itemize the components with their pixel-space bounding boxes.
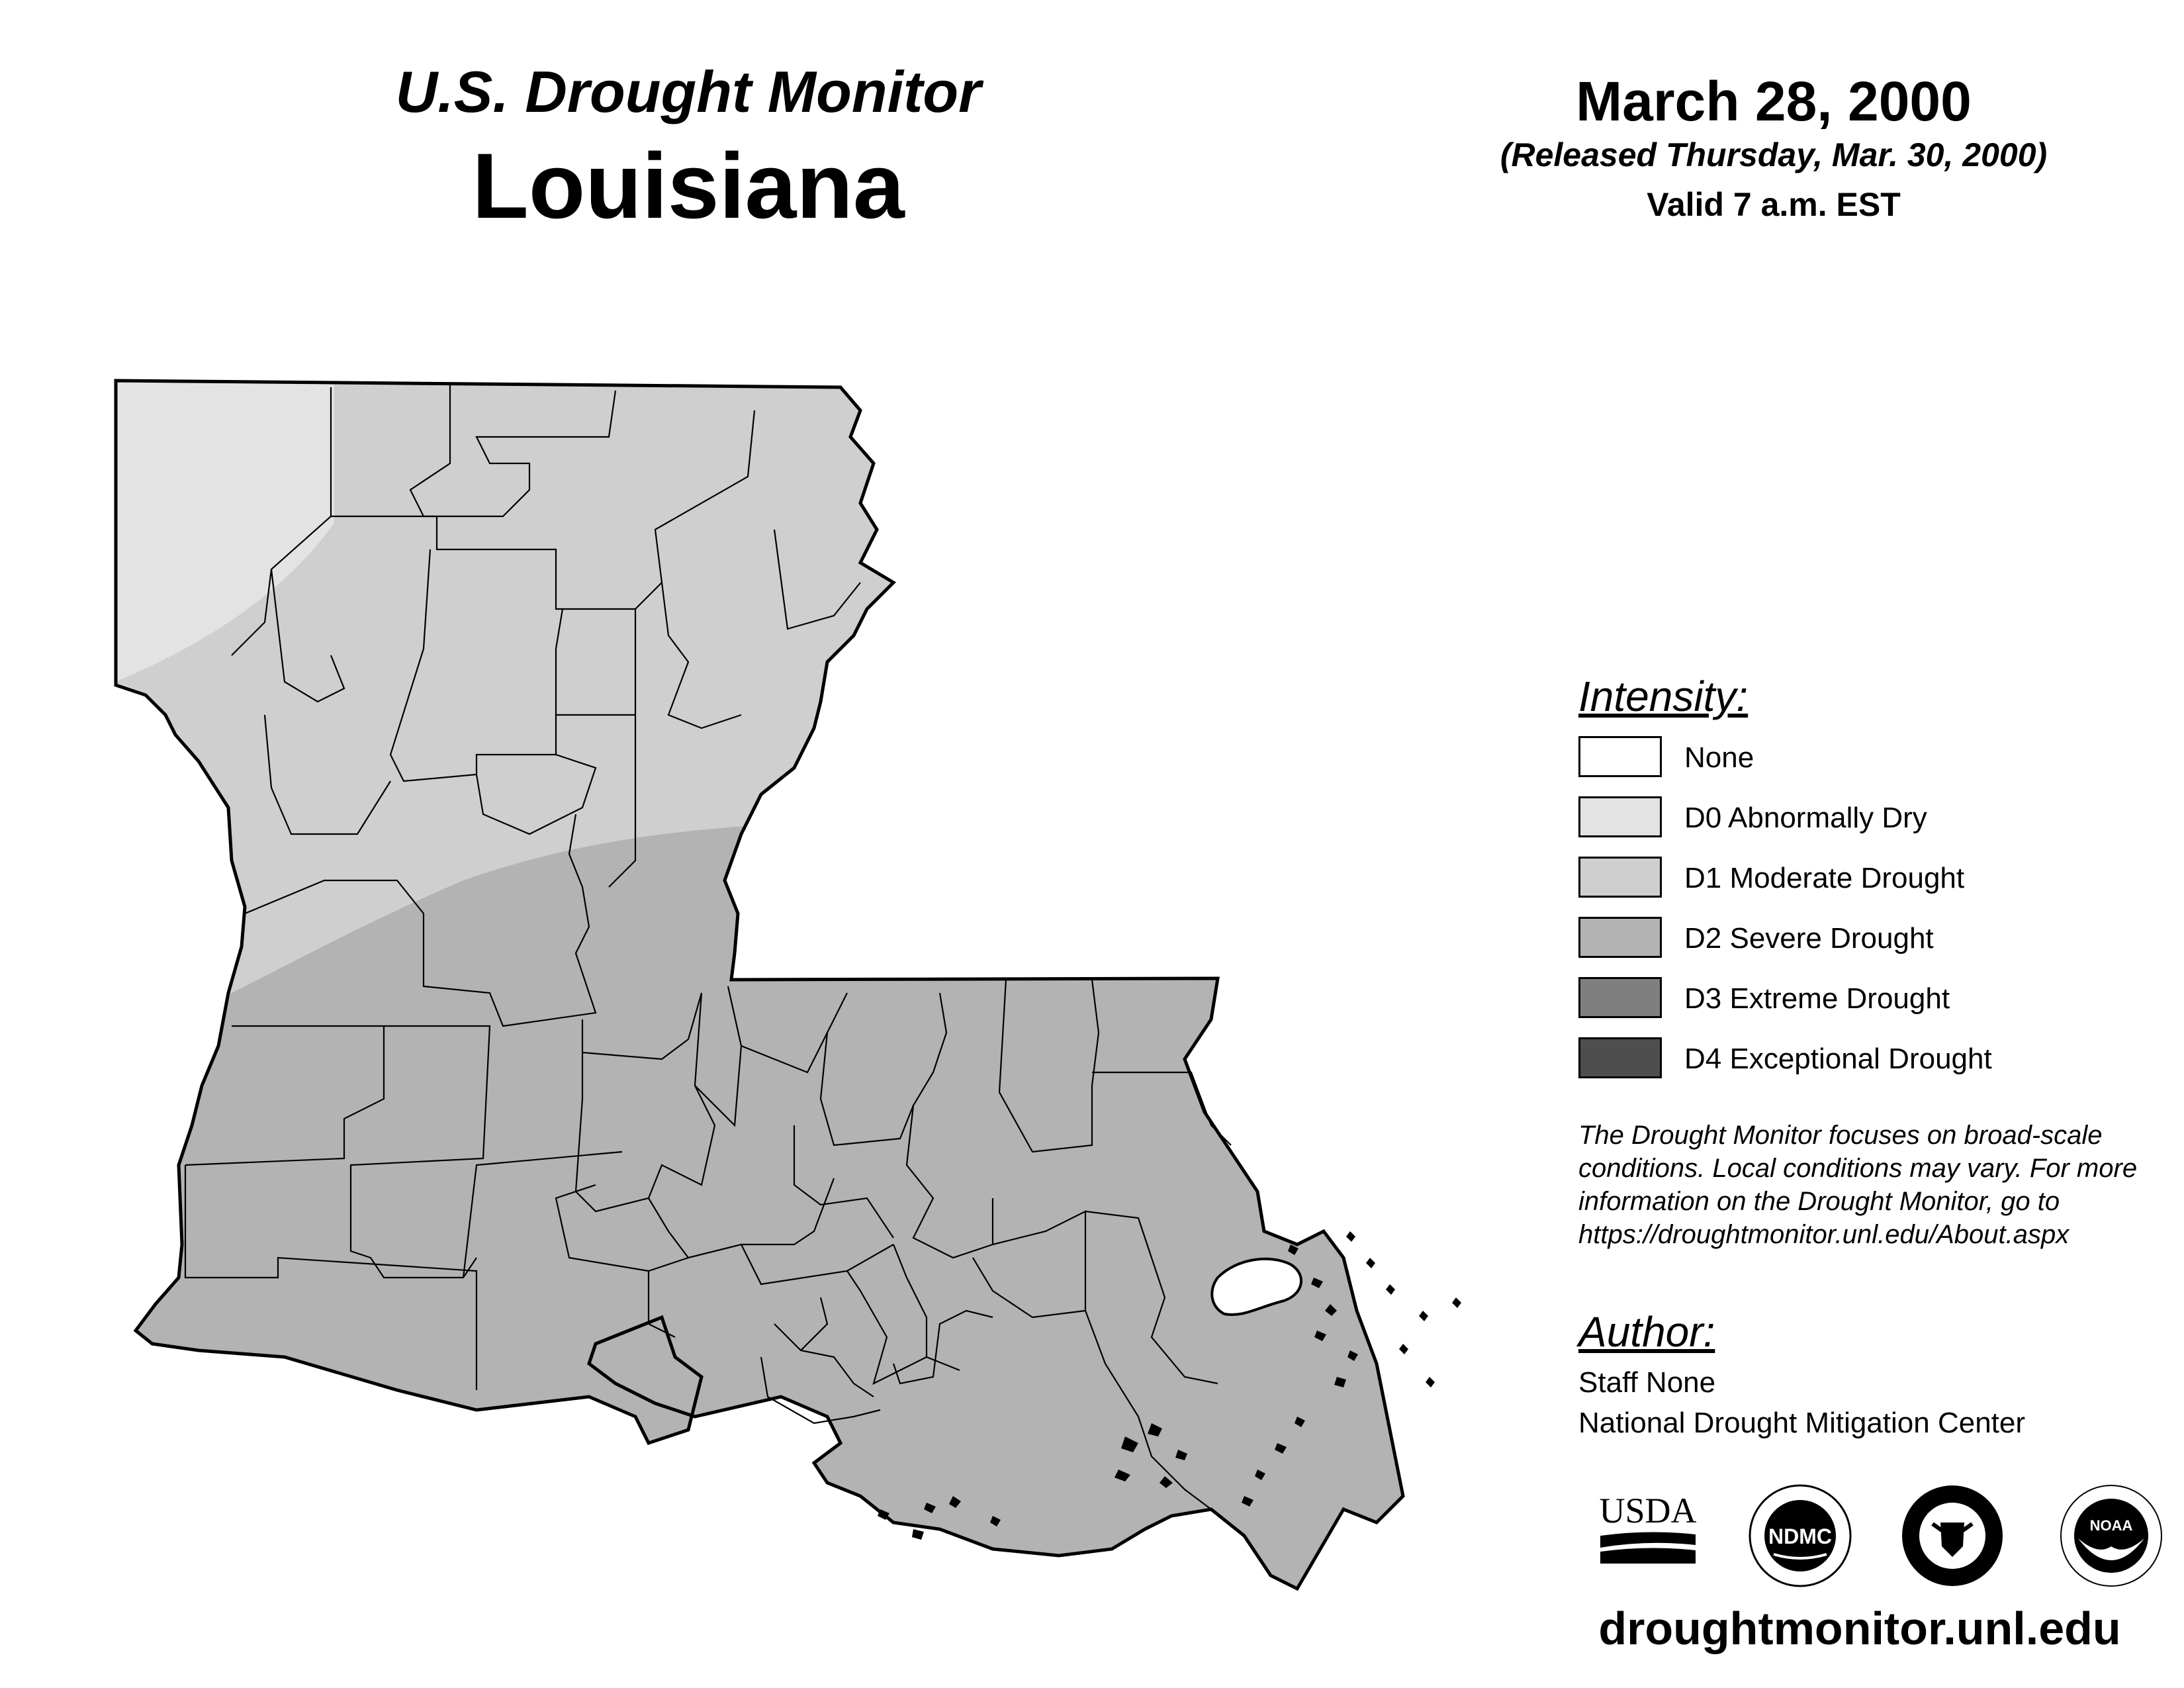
legend-heading: Intensity:: [1578, 673, 1749, 720]
author-heading: Author:: [1578, 1308, 1715, 1356]
usda-logo-graphic: [1595, 1489, 1701, 1569]
legend-label: D4 Exceptional Drought: [1684, 1043, 1992, 1075]
noaa-logo: [2058, 1483, 2164, 1589]
author-name: Staff None: [1578, 1366, 1716, 1399]
usda-wordmark: USDA: [1599, 1491, 1697, 1530]
note-link[interactable]: https://droughtmonitor.unl.edu/About.aspx: [1578, 1220, 2070, 1249]
note-line: The Drought Monitor focuses on broad-scale: [1578, 1121, 2103, 1150]
legend-swatch: [1578, 736, 1662, 777]
valid-time: Valid 7 a.m. EST: [1647, 186, 1901, 223]
author-organization: National Drought Mitigation Center: [1578, 1407, 2026, 1439]
map-product-title: U.S. Drought Monitor: [395, 59, 981, 124]
commerce-seal-graphic: [1899, 1483, 2005, 1589]
legend-label: D3 Extreme Drought: [1684, 982, 1950, 1015]
noaa-logo-graphic: [2058, 1483, 2164, 1589]
ndmc-wordmark: NDMC: [1768, 1524, 1832, 1548]
legend-label: None: [1684, 741, 1754, 774]
disclaimer-note: [1578, 1119, 2174, 1251]
map-state-title: Louisiana: [472, 134, 905, 238]
noaa-wordmark: NOAA: [2089, 1517, 2133, 1534]
usda-logo: [1595, 1489, 1701, 1569]
legend-label: D0 Abnormally Dry: [1684, 802, 1927, 834]
website-url[interactable]: droughtmonitor.unl.edu: [1598, 1603, 2121, 1654]
note-line: conditions. Local conditions may vary. For more: [1578, 1154, 2138, 1183]
commerce-seal: [1899, 1483, 2005, 1589]
release-date: (Released Thursday, Mar. 30, 2000): [1500, 136, 2048, 173]
legend-swatch: [1578, 796, 1662, 837]
legend-swatch: [1578, 857, 1662, 898]
legend-label: D2 Severe Drought: [1684, 922, 1934, 955]
ndmc-logo: [1747, 1483, 1853, 1589]
ndmc-logo-graphic: [1747, 1483, 1853, 1589]
legend-swatch: [1578, 917, 1662, 958]
note-line: information on the Drought Monitor, go to: [1578, 1187, 2060, 1216]
legend-swatch: [1578, 977, 1662, 1018]
legend-swatch: [1578, 1037, 1662, 1078]
map-date: March 28, 2000: [1576, 70, 1972, 132]
legend-label: D1 Moderate Drought: [1684, 862, 1965, 894]
